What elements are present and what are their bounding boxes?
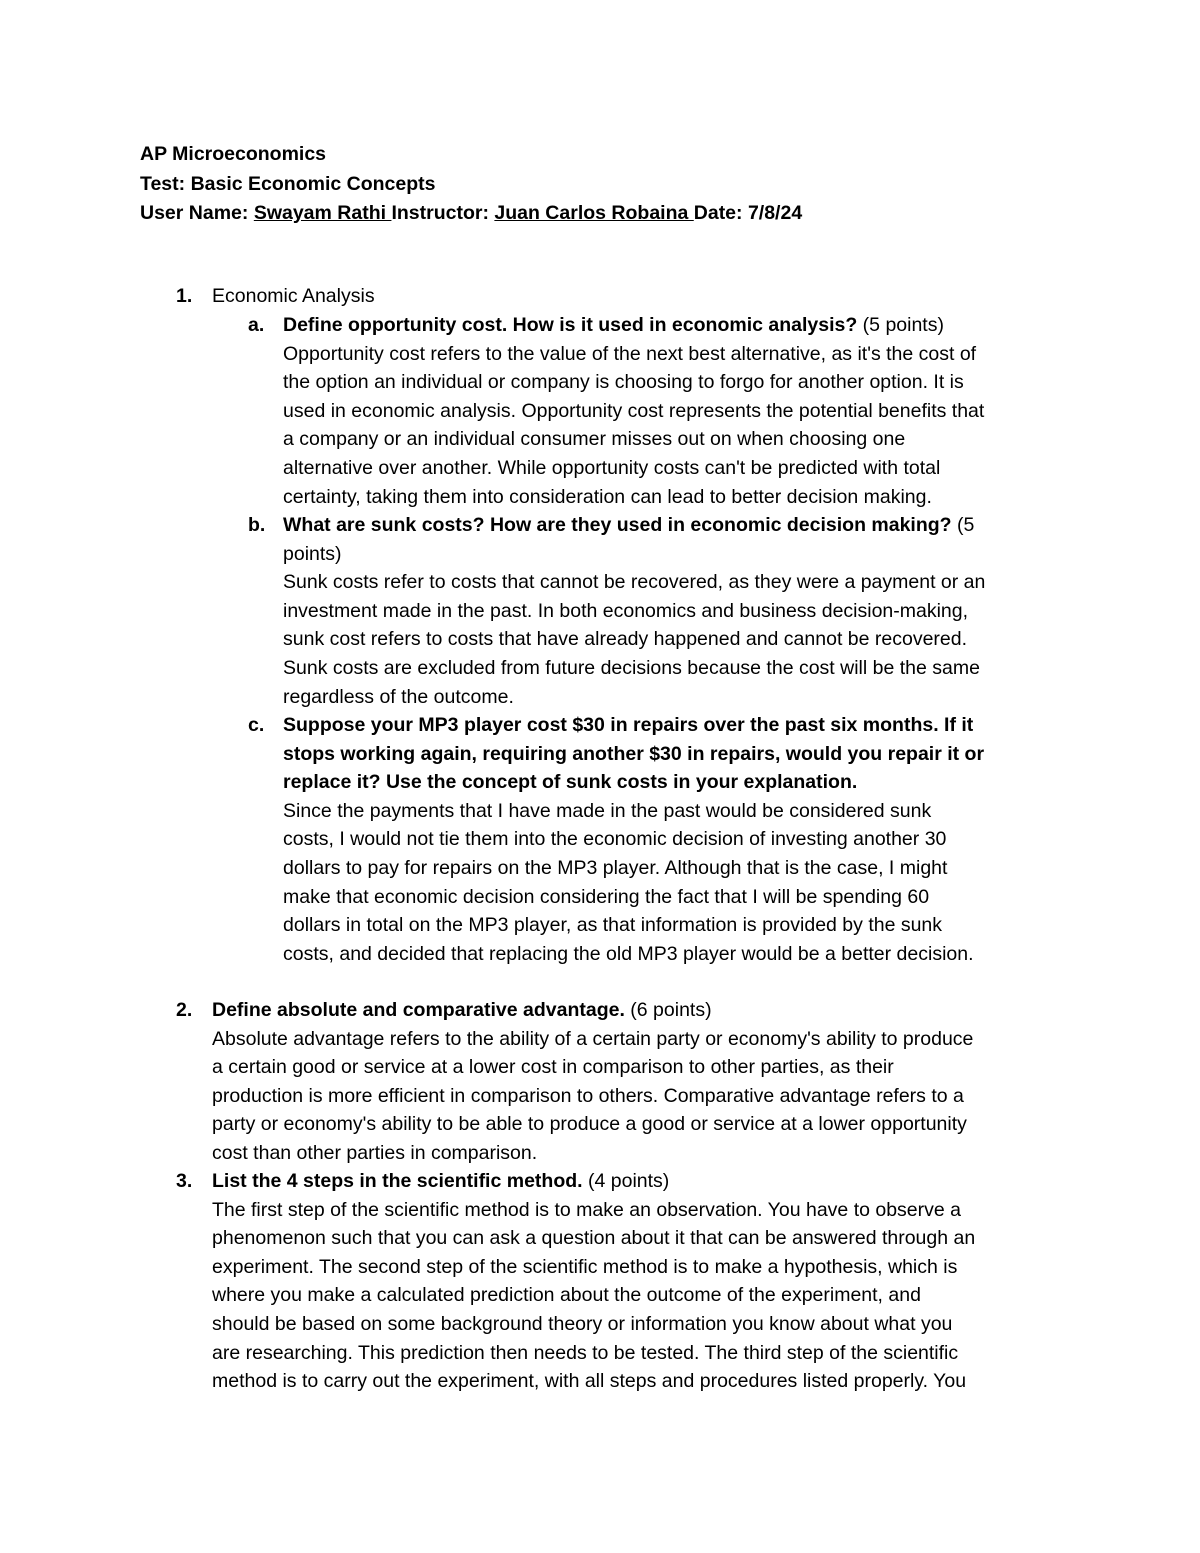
answer-line: investment made in the past. In both economics and business decision-making,	[283, 599, 969, 622]
answer-line: experiment. The second step of the scientific method is to make a hypothesis, which is	[212, 1255, 958, 1278]
test-name: Basic Economic Concepts	[190, 172, 436, 195]
subquestion-letter: c.	[248, 714, 265, 736]
subquestion-points: (5	[951, 514, 975, 536]
question-points: (4 points)	[582, 1170, 670, 1192]
user-name-value: Swayam Rathi	[253, 202, 392, 224]
answer-line: party or economy's ability to be able to produce a good or service at a lower opportunity	[212, 1113, 967, 1136]
answer-line: phenomenon such that you can ask a question about it that can be answered through an	[212, 1227, 976, 1250]
answer-line: the option an individual or company is choosing to forgo for another option. It is	[283, 371, 964, 394]
answer-line: The first step of the scientific method is to make an observation. You have to observe a	[212, 1198, 962, 1221]
user-info-line	[140, 199, 802, 229]
answer-line: Since the payments that I have made in the past would be considered sunk	[283, 799, 932, 822]
test-label: Test:	[140, 172, 186, 195]
answer-line: used in economic analysis. Opportunity cost represents the potential benefits that	[283, 399, 985, 422]
document-header	[140, 140, 802, 229]
question-points: (6 points)	[624, 999, 712, 1021]
answer-line: certainty, taking them into consideration can lead to better decision making.	[283, 485, 932, 508]
subquestion-prompt-line: Suppose your MP3 player cost $30 in repairs over the past six months. If it	[283, 714, 974, 736]
answer-line: Absolute advantage refers to the ability of a certain party or economy's ability to produce	[212, 1027, 974, 1050]
date-value: 7/8/24	[747, 202, 803, 224]
question-content	[212, 1167, 975, 1396]
answer-line: Sunk costs are excluded from future decisions because the cost will be the same	[283, 656, 980, 679]
answer-line: Sunk costs refer to costs that cannot be recovered, as they were a payment or an	[283, 571, 986, 594]
subquestion-points-continued: points)	[283, 542, 342, 565]
subquestion-prompt-line: stops working again, requiring another $30 in repairs, would you repair it or	[283, 742, 985, 765]
question-number: 3.	[176, 1170, 193, 1192]
answer-line: costs, I would not tie them into the economic decision of investing another 30	[283, 828, 947, 851]
question-content	[212, 996, 973, 1168]
answer-line: should be based on some background theory or information you know about what you	[212, 1312, 953, 1335]
test-title-line	[140, 170, 802, 200]
answer-line: make that economic decision considering the fact that I will be spending 60	[283, 885, 930, 908]
question-title: Economic Analysis	[212, 285, 375, 307]
answer-line: dollars in total on the MP3 player, as that information is provided by the sunk	[283, 914, 943, 937]
subquestion-content	[283, 511, 985, 711]
instructor-name-value: Juan Carlos Robaina	[494, 202, 694, 224]
answer-line: method is to carry out the experiment, with all steps and procedures listed properly. You	[212, 1370, 967, 1393]
instructor-label: Instructor:	[391, 202, 489, 224]
answer-line: dollars to pay for repairs on the MP3 player. Although that is the case, I might	[283, 856, 948, 879]
answer-line: regardless of the outcome.	[283, 685, 514, 708]
subquestion-content	[283, 711, 984, 968]
subquestion-prompt: What are sunk costs? How are they used in economic decision making?	[283, 514, 952, 536]
subquestion-letter: a.	[248, 314, 265, 336]
answer-line: Opportunity cost refers to the value of the next best alternative, as it's the cost of	[283, 342, 977, 365]
subquestion-content	[283, 311, 984, 511]
question-prompt: Define absolute and comparative advantage.	[212, 999, 625, 1021]
question-prompt: List the 4 steps in the scientific method.	[212, 1170, 583, 1192]
question-number: 1.	[176, 285, 193, 307]
answer-line: costs, and decided that replacing the old MP3 player would be a better decision.	[283, 942, 974, 965]
answer-line: a company or an individual consumer misses out on when choosing one	[283, 428, 906, 451]
question-number: 2.	[176, 999, 193, 1021]
user-name-label: User Name:	[140, 202, 249, 224]
answer-line: production is more efficient in comparison to others. Comparative advantage refers to a	[212, 1084, 964, 1107]
answer-line: cost than other parties in comparison.	[212, 1141, 538, 1164]
answer-line: sunk cost refers to costs that have already happened and cannot be recovered.	[283, 628, 968, 651]
answer-line: are researching. This prediction then needs to be tested. The third step of the scientific	[212, 1341, 959, 1364]
answer-line: alternative over another. While opportunity costs can't be predicted with total	[283, 456, 941, 479]
course-title: AP Microeconomics	[140, 143, 327, 165]
answer-line: a certain good or service at a lower cost in comparison to other parties, as their	[212, 1056, 894, 1079]
subquestion-points: (5 points)	[857, 314, 944, 336]
subquestion-prompt-line: replace it? Use the concept of sunk costs in your explanation.	[283, 771, 858, 794]
date-label: Date:	[693, 202, 743, 224]
subquestion-prompt: Define opportunity cost. How is it used in economic analysis?	[283, 314, 858, 336]
answer-line: where you make a calculated prediction about the outcome of the experiment, and	[212, 1284, 921, 1307]
subquestion-letter: b.	[248, 514, 266, 536]
